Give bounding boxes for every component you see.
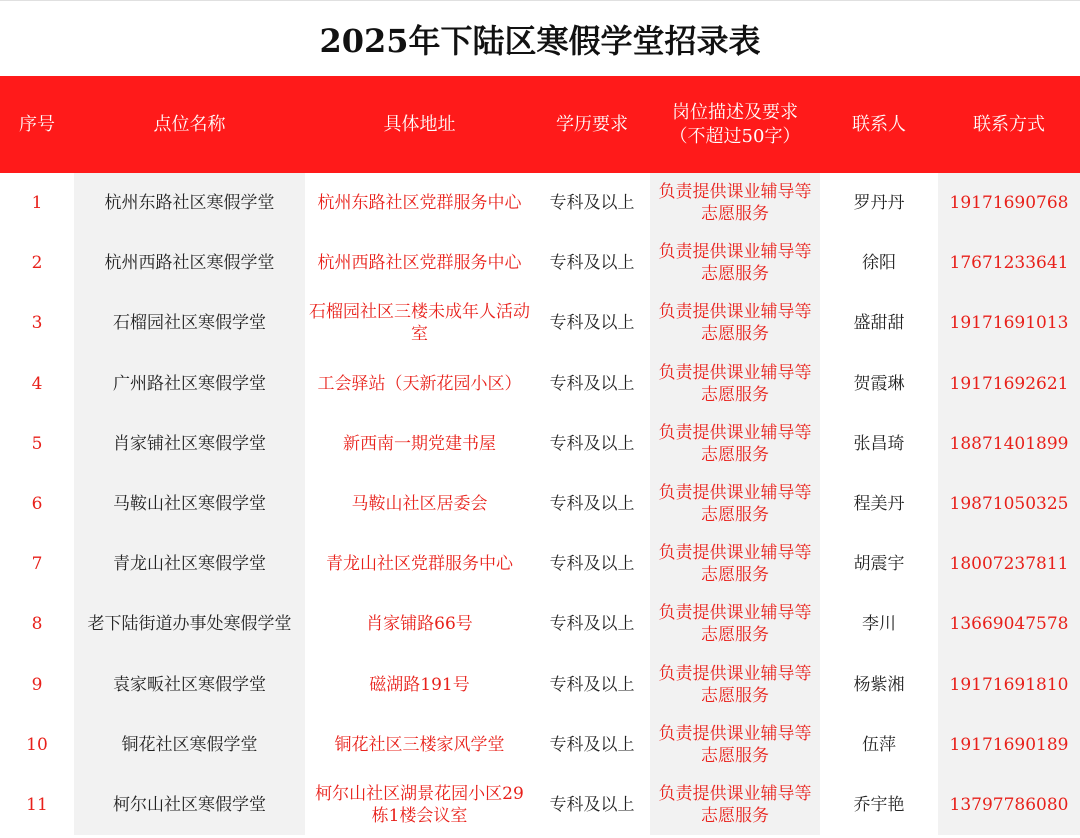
cell-education: 专科及以上: [549, 614, 635, 635]
page-title: 2025年下陆区寒假学堂招录表: [0, 0, 1080, 77]
cell-address: 杭州东路社区党群服务中心: [317, 193, 522, 214]
cell-index: 8: [31, 614, 43, 635]
cell-description: 负责提供课业辅导等志愿服务: [650, 715, 820, 775]
cell-education: 专科及以上: [549, 433, 635, 454]
header-address: 具体地址: [305, 76, 534, 173]
header-contact: 联系人: [820, 76, 938, 173]
cell-education: 专科及以上: [549, 674, 635, 695]
cell-education: 专科及以上: [549, 193, 635, 214]
cell-phone: 18007237811: [938, 534, 1080, 594]
cell-phone: 19171691810: [938, 655, 1080, 715]
cell-description: 负责提供课业辅导等志愿服务: [650, 775, 820, 835]
cell-contact: 盛甜甜: [853, 313, 905, 334]
cell-phone: 19171691013: [938, 293, 1080, 353]
cell-description: 负责提供课业辅导等志愿服务: [650, 354, 820, 414]
cell-index: 7: [31, 554, 43, 575]
cell-phone: 17671233641: [938, 233, 1080, 293]
cell-education: 专科及以上: [549, 494, 635, 515]
cell-index: 1: [31, 193, 43, 214]
cell-contact: 徐阳: [862, 253, 896, 274]
cell-index: 9: [31, 674, 43, 695]
header-description: [650, 76, 820, 173]
header-description-line2: （不超过50字）: [669, 125, 801, 147]
cell-description: 负责提供课业辅导等志愿服务: [650, 474, 820, 534]
cell-contact: 程美丹: [853, 494, 905, 515]
cell-contact: 贺霞琳: [853, 373, 905, 394]
table-row: [0, 414, 1080, 474]
header-description-line1: 岗位描述及要求: [672, 101, 798, 123]
cell-index: 6: [31, 494, 43, 515]
table-header-row: [0, 76, 1080, 173]
cell-index: 11: [26, 794, 48, 815]
cell-address: 磁湖路191号: [369, 674, 470, 695]
cell-description: 负责提供课业辅导等志愿服务: [650, 173, 820, 233]
cell-description: 负责提供课业辅导等志愿服务: [650, 414, 820, 474]
table-row: [0, 173, 1080, 233]
cell-name: 柯尔山社区寒假学堂: [74, 775, 305, 835]
cell-index: 2: [31, 253, 43, 274]
cell-description: 负责提供课业辅导等志愿服务: [650, 233, 820, 293]
cell-address: 青龙山社区党群服务中心: [326, 554, 513, 575]
table-row: [0, 354, 1080, 414]
table-row: [0, 715, 1080, 775]
cell-name: 青龙山社区寒假学堂: [74, 534, 305, 594]
cell-address: 马鞍山社区居委会: [351, 494, 488, 515]
cell-name: 袁家畈社区寒假学堂: [74, 655, 305, 715]
cell-description: 负责提供课业辅导等志愿服务: [650, 655, 820, 715]
cell-address: 杭州西路社区党群服务中心: [317, 253, 522, 274]
cell-education: 专科及以上: [549, 313, 635, 334]
cell-address: 石榴园社区三楼未成年人活动室: [309, 302, 530, 345]
recruitment-table: [0, 76, 1080, 835]
cell-phone: 19871050325: [938, 474, 1080, 534]
cell-index: 5: [31, 433, 43, 454]
cell-address: 新西南一期党建书屋: [343, 433, 496, 454]
cell-phone: 13669047578: [938, 594, 1080, 654]
cell-education: 专科及以上: [549, 554, 635, 575]
cell-contact: 乔宇艳: [853, 794, 905, 815]
cell-contact: 李川: [862, 614, 896, 635]
header-name: 点位名称: [74, 76, 305, 173]
header-phone: 联系方式: [938, 76, 1080, 173]
cell-address: 工会驿站（天新花园小区）: [317, 373, 522, 394]
cell-contact: 杨紫湘: [853, 674, 905, 695]
cell-address: 柯尔山社区湖景花园小区29栋1楼会议室: [315, 783, 524, 826]
cell-name: 铜花社区寒假学堂: [74, 715, 305, 775]
table-row: [0, 474, 1080, 534]
cell-education: 专科及以上: [549, 373, 635, 394]
cell-name: 马鞍山社区寒假学堂: [74, 474, 305, 534]
cell-description: 负责提供课业辅导等志愿服务: [650, 293, 820, 353]
cell-contact: 胡震宇: [853, 554, 905, 575]
cell-phone: 19171692621: [938, 354, 1080, 414]
cell-name: 杭州东路社区寒假学堂: [74, 173, 305, 233]
cell-education: 专科及以上: [549, 253, 635, 274]
table-row: [0, 534, 1080, 594]
cell-index: 3: [31, 313, 43, 334]
cell-education: 专科及以上: [549, 734, 635, 755]
cell-contact: 伍萍: [862, 734, 896, 755]
table-row: [0, 655, 1080, 715]
cell-index: 4: [31, 373, 43, 394]
cell-contact: 张昌琦: [853, 433, 905, 454]
cell-description: 负责提供课业辅导等志愿服务: [650, 594, 820, 654]
header-index: 序号: [0, 76, 74, 173]
table-row: [0, 233, 1080, 293]
cell-address: 铜花社区三楼家风学堂: [334, 734, 505, 755]
table-row: [0, 594, 1080, 654]
cell-name: 杭州西路社区寒假学堂: [74, 233, 305, 293]
cell-index: 10: [26, 734, 48, 755]
cell-phone: 19171690189: [938, 715, 1080, 775]
cell-contact: 罗丹丹: [853, 193, 905, 214]
cell-phone: 18871401899: [938, 414, 1080, 474]
table-row: [0, 775, 1080, 835]
cell-description: 负责提供课业辅导等志愿服务: [650, 534, 820, 594]
cell-phone: 13797786080: [938, 775, 1080, 835]
header-education: 学历要求: [534, 76, 650, 173]
cell-education: 专科及以上: [549, 794, 635, 815]
cell-name: 老下陆街道办事处寒假学堂: [74, 594, 305, 654]
table-row: [0, 293, 1080, 353]
cell-name: 肖家铺社区寒假学堂: [74, 414, 305, 474]
cell-name: 广州路社区寒假学堂: [74, 354, 305, 414]
cell-address: 肖家铺路66号: [366, 614, 473, 635]
cell-phone: 19171690768: [938, 173, 1080, 233]
cell-name: 石榴园社区寒假学堂: [74, 293, 305, 353]
